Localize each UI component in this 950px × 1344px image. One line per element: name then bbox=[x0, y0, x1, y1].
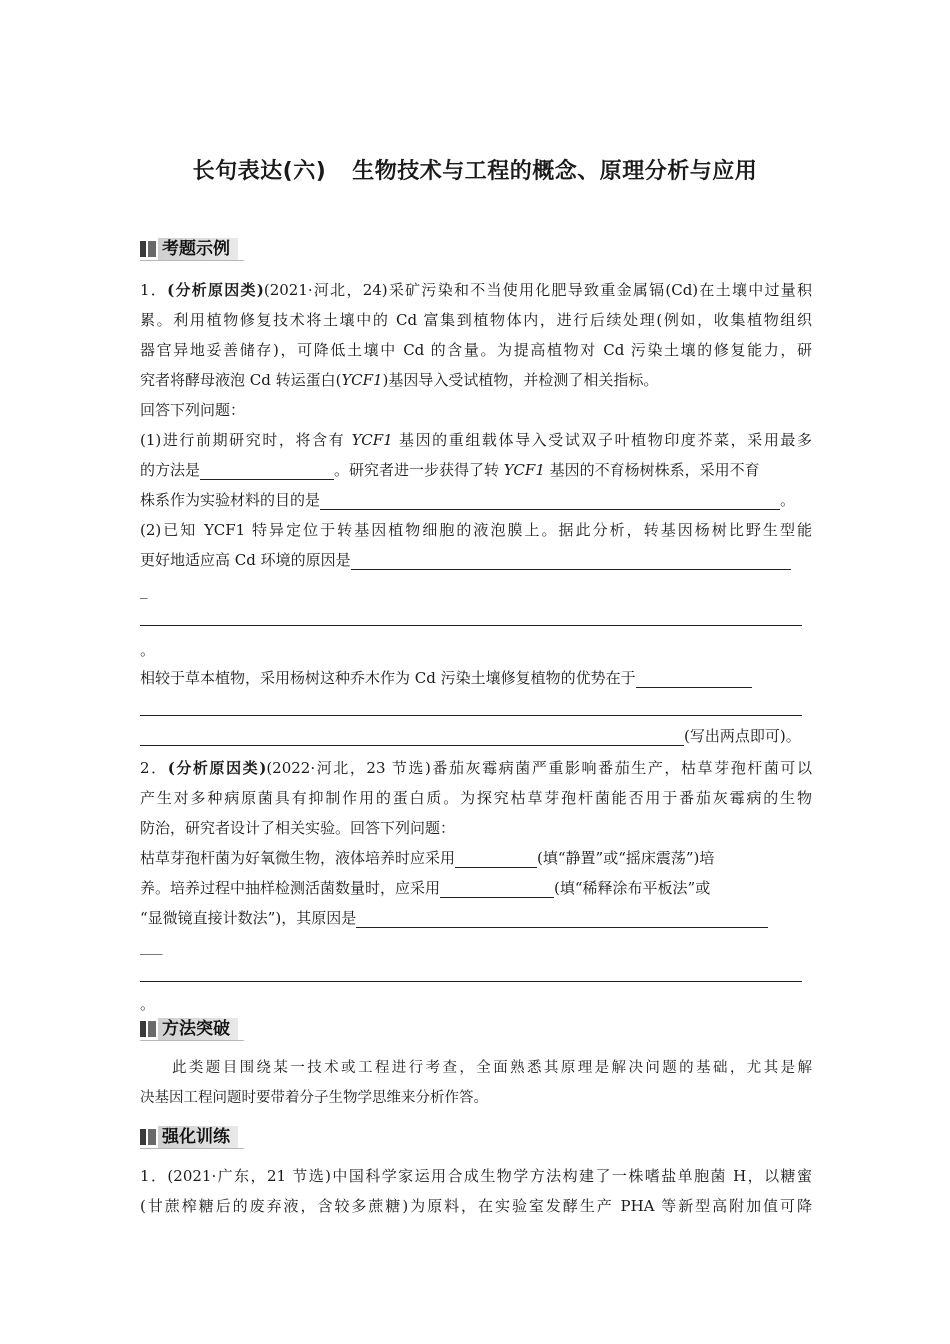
q2-line-7: ___ bbox=[140, 937, 163, 955]
q1-line-14: 相较于草本植物，采用杨树这种乔木作为 Cd 污染土壤修复植物的优势在于 bbox=[140, 668, 812, 688]
section-label: 强化训练 bbox=[158, 1126, 238, 1148]
answer-blank[interactable] bbox=[140, 699, 802, 716]
method-line-1: 此类题目围绕某一技术或工程进行考查，全面熟悉其原理是解决问题的基础，尤其是解 bbox=[172, 1060, 812, 1076]
answer-blank[interactable] bbox=[140, 609, 802, 626]
q2-line-3: 防治，研究者设计了相关实验。回答下列问题： bbox=[140, 819, 456, 837]
title-number: 长句表达(六) bbox=[192, 159, 327, 184]
section-marker-icon bbox=[140, 1126, 158, 1148]
q2-line-5: 养。培养过程中抽样检测活菌数量时，应采用 (填“稀释涂布平板法”或 bbox=[140, 879, 711, 897]
q1-line-1: 1．(分析原因类)(2021·河北，24)采矿污染和不当使用化肥导致重金属镉(Cd)在土壤中过量积 bbox=[140, 281, 812, 299]
q1-line-11: _ bbox=[140, 581, 148, 599]
q1-line-7: 的方法是 。研究者进一步获得了转 YCF1 基因的不育杨树株系，采用不育 bbox=[140, 461, 760, 479]
q1-line-9: (2)已知 YCF1 特异定位于转基因植物细胞的液泡膜上。据此分析，转基因杨树比野生型能 bbox=[140, 521, 812, 539]
section-marker-icon bbox=[140, 238, 158, 260]
section-marker-icon bbox=[140, 1018, 158, 1040]
section-header-training bbox=[140, 1126, 238, 1148]
q2-line-2: 产生对多种病原菌具有抑制作用的蛋白质。为探究枯草芽孢杆菌能否用于番茄灰霉病的生物 bbox=[140, 789, 812, 807]
answer-blank[interactable] bbox=[320, 493, 780, 510]
answer-blank[interactable] bbox=[636, 671, 752, 688]
q1-line-12 bbox=[140, 606, 812, 626]
q1-line-15 bbox=[140, 696, 812, 716]
q2-line-9: 。 bbox=[140, 995, 156, 1013]
t1-line-1: 1．(2021·广东，21 节选)中国科学家运用合成生物学方法构建了一株嗜盐单胞菌 H，以糖蜜 bbox=[140, 1167, 812, 1185]
q2-line-8 bbox=[140, 962, 812, 982]
q1-line-16: (写出两点即可)。 bbox=[140, 726, 812, 746]
section-label: 方法突破 bbox=[158, 1018, 238, 1040]
section-header-method bbox=[140, 1018, 238, 1040]
q2-line-4: 枯草芽孢杆菌为好氧微生物，液体培养时应采用 (填“静置”或“摇床震荡”)培 bbox=[140, 849, 715, 867]
answer-blank[interactable] bbox=[356, 911, 768, 928]
answer-blank[interactable] bbox=[200, 463, 334, 480]
q2-line-6: “显微镜直接计数法”)，其原因是 bbox=[140, 908, 812, 928]
answer-blank[interactable] bbox=[140, 729, 684, 746]
section-header-example bbox=[140, 238, 238, 260]
q2-line-1: 2．(分析原因类)(2022·河北，23 节选)番茄灰霉病菌严重影响番茄生产，枯草芽孢杆菌可以 bbox=[140, 759, 812, 777]
q1-line-10: 更好地适应高 Cd 环境的原因是 bbox=[140, 550, 812, 570]
answer-blank[interactable] bbox=[440, 881, 554, 898]
method-line-2: 决基因工程问题时要带着分子生物学思维来分析作答。 bbox=[140, 1090, 488, 1106]
q1-line-2: 累。利用植物修复技术将土壤中的 Cd 富集到植物体内，进行后续处理(例如，收集植物组织 bbox=[140, 311, 812, 329]
q1-line-8: 株系作为实验材料的目的是 。 bbox=[140, 491, 796, 509]
section-label: 考题示例 bbox=[158, 238, 238, 260]
page-title bbox=[0, 154, 950, 185]
q1-line-3: 器官异地妥善储存)，可降低土壤中 Cd 的含量。为提高植物对 Cd 污染土壤的修复能力，研 bbox=[140, 341, 812, 359]
t1-line-2: (甘蔗榨糖后的废弃液，含较多蔗糖)为原料，在实验室发酵生产 PHA 等新型高附加值可降 bbox=[140, 1197, 812, 1215]
title-topic: 生物技术与工程的概念、原理分析与应用 bbox=[352, 159, 758, 184]
answer-blank[interactable] bbox=[351, 553, 791, 570]
q1-line-4: 究者将酵母液泡 Cd 转运蛋白(YCF1)基因导入受试植物，并检测了相关指标。 bbox=[140, 371, 659, 389]
answer-blank[interactable] bbox=[455, 851, 537, 868]
answer-blank[interactable] bbox=[140, 965, 802, 982]
q1-line-6: (1)进行前期研究时，将含有 YCF1 基因的重组载体导入受试双子叶植物印度芥菜，采用最多 bbox=[140, 431, 812, 449]
q1-line-5: 回答下列问题： bbox=[140, 401, 246, 419]
q1-line-13: 。 bbox=[140, 641, 156, 659]
